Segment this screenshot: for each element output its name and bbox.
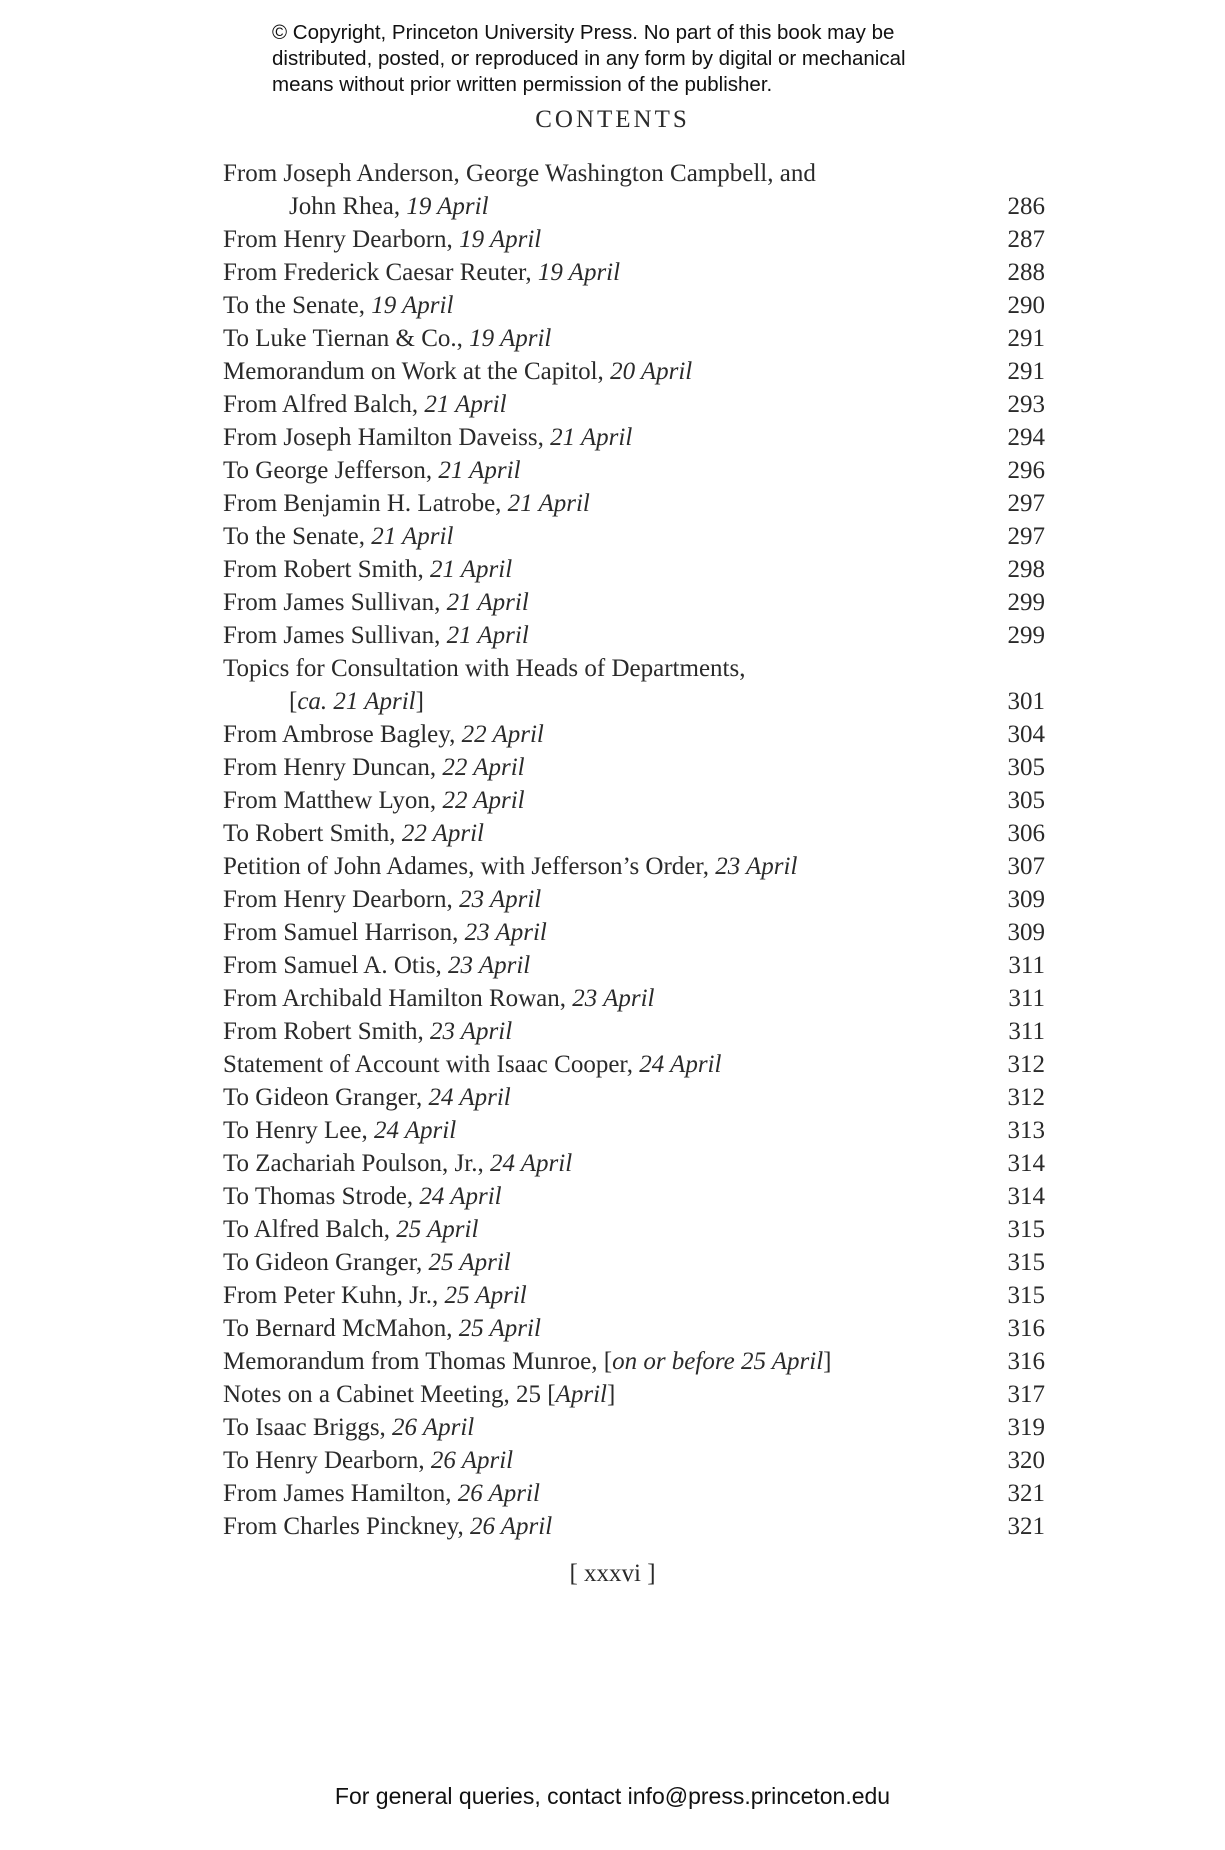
toc-entry [223, 685, 1045, 718]
toc-entry-title: Topics for Consultation with Heads of Departments, [223, 655, 746, 682]
toc-entry [223, 1378, 1045, 1411]
toc-entry-date: 22 April [442, 787, 525, 814]
toc-entry [223, 586, 1045, 619]
toc-entry-bracket: ] [823, 1348, 832, 1375]
toc-entry-date: 26 April [392, 1414, 475, 1441]
toc-entry [223, 850, 1045, 883]
toc-entry-title: [ [289, 688, 298, 715]
toc-entry [223, 652, 1045, 685]
toc-entry [223, 1015, 1045, 1048]
toc-entry-date: 26 April [430, 1447, 514, 1474]
toc-entry-title: To Robert Smith, [223, 820, 402, 847]
toc-entry-date: 22 April [442, 754, 525, 781]
toc-entry [223, 1444, 1045, 1477]
toc-entry-page: 304 [1007, 721, 1045, 748]
toc-entry-date: 19 April [406, 193, 489, 220]
toc-entry-page: 312 [1007, 1084, 1045, 1111]
toc-entry-page: 321 [1007, 1480, 1045, 1507]
toc-entry-date: 19 April [459, 226, 542, 253]
toc-entry-title: To Bernard McMahon, [223, 1315, 459, 1342]
toc-entry-date: 23 April [715, 853, 798, 880]
toc-entry [223, 751, 1045, 784]
toc-entry-title: Notes on a Cabinet Meeting, 25 [ [223, 1381, 556, 1408]
page-heading: CONTENTS [535, 106, 690, 133]
toc-entry-date: 21 April [550, 424, 633, 451]
toc-entry-date: 24 April [489, 1150, 573, 1177]
toc-entry-page: 290 [1007, 292, 1045, 319]
toc-entry-title: From Samuel Harrison, [223, 919, 465, 946]
toc-entry [223, 1048, 1045, 1081]
copyright-line: distributed, posted, or reproduced in any form by digital or mechanical [272, 47, 906, 70]
toc-entry [223, 1411, 1045, 1444]
toc-entry [223, 619, 1045, 652]
toc-entry-title: To Gideon Granger, [223, 1249, 429, 1276]
toc-entry [223, 949, 1045, 982]
toc-entry-page: 291 [1007, 358, 1045, 385]
toc-entry-date: 21 April [446, 589, 529, 616]
toc-entry-date: 23 April [448, 952, 531, 979]
toc-entry [223, 289, 1045, 322]
toc-entry-title: From Robert Smith, [223, 556, 430, 583]
toc-entry-page: 294 [1007, 424, 1045, 451]
toc-entry-date: 23 April [459, 886, 542, 913]
toc-entry-page: 316 [1007, 1315, 1045, 1342]
toc-entry [223, 916, 1045, 949]
toc-entry-date: 25 April [428, 1249, 511, 1276]
toc-entry-page: 319 [1007, 1414, 1045, 1441]
toc-entry-date: 21 April [507, 490, 590, 517]
toc-entry-page: 287 [1007, 226, 1045, 253]
copyright-line: © Copyright, Princeton University Press. No part of this book may be [272, 21, 895, 44]
toc-entry [223, 322, 1045, 355]
toc-entry-page: 309 [1007, 919, 1045, 946]
toc-entry-page: 288 [1007, 259, 1045, 286]
toc-entry-date: 23 April [464, 919, 547, 946]
toc-entry-date: 20 April [610, 358, 693, 385]
toc-entry-page: 298 [1007, 556, 1045, 583]
toc-entry-title: To Alfred Balch, [223, 1216, 397, 1243]
toc-entry-title: To George Jefferson, [223, 457, 439, 484]
toc-entry [223, 784, 1045, 817]
toc-entry-title: John Rhea, [289, 193, 407, 220]
toc-entry [223, 1477, 1045, 1510]
toc-entry [223, 454, 1045, 487]
toc-entry-title: From Joseph Anderson, George Washington Campbell, and [223, 160, 816, 187]
toc-entry-date: on or before 25 April [612, 1348, 824, 1375]
toc-entry-title: To Thomas Strode, [223, 1183, 420, 1210]
toc-entry-title: To Henry Lee, [223, 1117, 374, 1144]
toc-entry-page: 320 [1007, 1447, 1045, 1474]
toc-entry-page: 301 [1007, 688, 1045, 715]
toc-entry-date: 25 April [444, 1282, 527, 1309]
toc-entry [223, 982, 1045, 1015]
toc-entry-title: From Frederick Caesar Reuter, [223, 259, 538, 286]
toc-entry-page: 311 [1008, 985, 1045, 1012]
toc-entry-date: 23 April [429, 1018, 513, 1045]
toc-entry-date: April [555, 1381, 607, 1408]
toc-entry-page: 315 [1007, 1282, 1045, 1309]
toc-entry [223, 520, 1045, 553]
toc-entry-page: 293 [1007, 391, 1045, 418]
toc-entry-page: 315 [1007, 1216, 1045, 1243]
toc-entry-page: 316 [1007, 1348, 1045, 1375]
toc-entry-page: 297 [1007, 490, 1045, 517]
toc-entry-date: 21 April [371, 523, 454, 550]
toc-entry-date: 26 April [469, 1513, 553, 1540]
toc-entry-page: 317 [1007, 1381, 1045, 1408]
toc-entry-title: From Archibald Hamilton Rowan, [223, 985, 573, 1012]
toc-entry-date: 21 April [446, 622, 529, 649]
toc-entry [223, 421, 1045, 454]
toc-entry-title: From Charles Pinckney, [223, 1513, 470, 1540]
toc-entry-title: To the Senate, [223, 523, 372, 550]
toc-entry-date: 24 April [373, 1117, 457, 1144]
toc-entry-page: 291 [1007, 325, 1045, 352]
toc-entry-title: Statement of Account with Isaac Cooper, [223, 1051, 640, 1078]
footer-contact: For general queries, contact info@press.princeton.edu [334, 1783, 891, 1809]
copyright-notice [272, 20, 972, 98]
toc-entry-page: 286 [1007, 193, 1045, 220]
toc-entry [223, 718, 1045, 751]
toc-entry-bracket: ] [606, 1381, 616, 1408]
toc-entry-page: 311 [1008, 1018, 1045, 1045]
toc-entry-title: Petition of John Adames, with Jefferson’s Order, [223, 853, 716, 880]
toc-entry-page: 315 [1007, 1249, 1045, 1276]
toc-entry [223, 1246, 1045, 1279]
toc-entry-title: From James Sullivan, [223, 622, 447, 649]
toc-entry-title: From James Hamilton, [223, 1480, 458, 1507]
toc-entry-title: Memorandum from Thomas Munroe, [ [223, 1348, 613, 1375]
toc-entry-date: 21 April [424, 391, 507, 418]
toc-entry [223, 388, 1045, 421]
toc-entry-date: 19 April [469, 325, 552, 352]
toc-entry-date: 22 April [461, 721, 544, 748]
toc-entry-page: 296 [1007, 457, 1045, 484]
toc-entry-page: 297 [1007, 523, 1045, 550]
page-folio: [ xxxvi ] [569, 1560, 656, 1587]
toc-entry [223, 256, 1045, 289]
toc-entry-page: 309 [1007, 886, 1045, 913]
toc-entry-date: ca. 21 April [297, 688, 416, 715]
toc-entry-title: From Joseph Hamilton Daveiss, [223, 424, 551, 451]
toc-entry-title: Memorandum on Work at the Capitol, [223, 358, 611, 385]
toc-entry-page: 314 [1007, 1183, 1045, 1210]
toc-entry-title: To Henry Dearborn, [223, 1447, 431, 1474]
toc-entry [223, 190, 1045, 223]
toc-entry-title: From James Sullivan, [223, 589, 447, 616]
toc-entry-date: 21 April [438, 457, 521, 484]
toc-entry-date: 19 April [371, 292, 454, 319]
toc-entry-page: 305 [1007, 754, 1045, 781]
toc-entry-date: 23 April [572, 985, 655, 1012]
toc-entry-title: To the Senate, [223, 292, 372, 319]
toc-entry-title: To Gideon Granger, [223, 1084, 429, 1111]
toc-entry-bracket: ] [415, 688, 424, 715]
toc-entry [223, 487, 1045, 520]
toc-entry-title: To Luke Tiernan & Co., [223, 325, 470, 352]
toc-entry [223, 1213, 1045, 1246]
copyright-line: means without prior written permission of the publisher. [272, 73, 773, 96]
toc-entry-title: From Henry Duncan, [223, 754, 443, 781]
toc-entry-date: 24 April [639, 1051, 722, 1078]
toc-entry [223, 1180, 1045, 1213]
toc-entry-date: 25 April [396, 1216, 479, 1243]
toc-entry [223, 223, 1045, 256]
toc-entry-page: 312 [1007, 1051, 1045, 1078]
toc-entry-date: 22 April [401, 820, 485, 847]
toc-entry [223, 1147, 1045, 1180]
toc-entry [223, 1510, 1045, 1543]
toc-entry-page: 321 [1007, 1513, 1045, 1540]
toc-entry-date: 25 April [458, 1315, 541, 1342]
toc-entry [223, 883, 1045, 916]
toc-entry-title: From Ambrose Bagley, [223, 721, 462, 748]
toc-entry-title: From Henry Dearborn, [223, 886, 460, 913]
toc-entry-date: 26 April [457, 1480, 540, 1507]
toc-entry-title: From Henry Dearborn, [223, 226, 460, 253]
toc-entry [223, 1081, 1045, 1114]
toc-entry-title: To Zachariah Poulson, Jr., [223, 1150, 490, 1177]
toc-entry [223, 1312, 1045, 1345]
toc-entry-date: 24 April [419, 1183, 502, 1210]
toc-entry-page: 314 [1007, 1150, 1045, 1177]
toc-entry [223, 553, 1045, 586]
toc-entry [223, 1114, 1045, 1147]
toc-entry [223, 817, 1045, 850]
toc-entry [223, 1345, 1045, 1378]
toc-entry-date: 21 April [429, 556, 513, 583]
toc-entry-title: From Samuel A. Otis, [223, 952, 449, 979]
toc-entry-title: From Matthew Lyon, [223, 787, 443, 814]
toc-entry-page: 307 [1007, 853, 1045, 880]
toc-entry-page: 299 [1007, 589, 1045, 616]
toc-entry-page: 306 [1007, 820, 1045, 847]
toc-entry-page: 313 [1007, 1117, 1045, 1144]
toc-entry-date: 24 April [428, 1084, 511, 1111]
toc-entry-title: From Benjamin H. Latrobe, [223, 490, 508, 517]
toc-entry-title: From Alfred Balch, [223, 391, 425, 418]
toc-entry-page: 299 [1007, 622, 1045, 649]
toc-entry [223, 355, 1045, 388]
toc-entry [223, 1279, 1045, 1312]
contents-list [223, 157, 1045, 1543]
toc-entry-title: From Peter Kuhn, Jr., [223, 1282, 445, 1309]
toc-entry-page: 311 [1008, 952, 1045, 979]
toc-entry-date: 19 April [537, 259, 621, 286]
toc-entry-title: To Isaac Briggs, [223, 1414, 393, 1441]
toc-entry-page: 305 [1007, 787, 1045, 814]
toc-entry [223, 157, 1045, 190]
toc-entry-title: From Robert Smith, [223, 1018, 430, 1045]
